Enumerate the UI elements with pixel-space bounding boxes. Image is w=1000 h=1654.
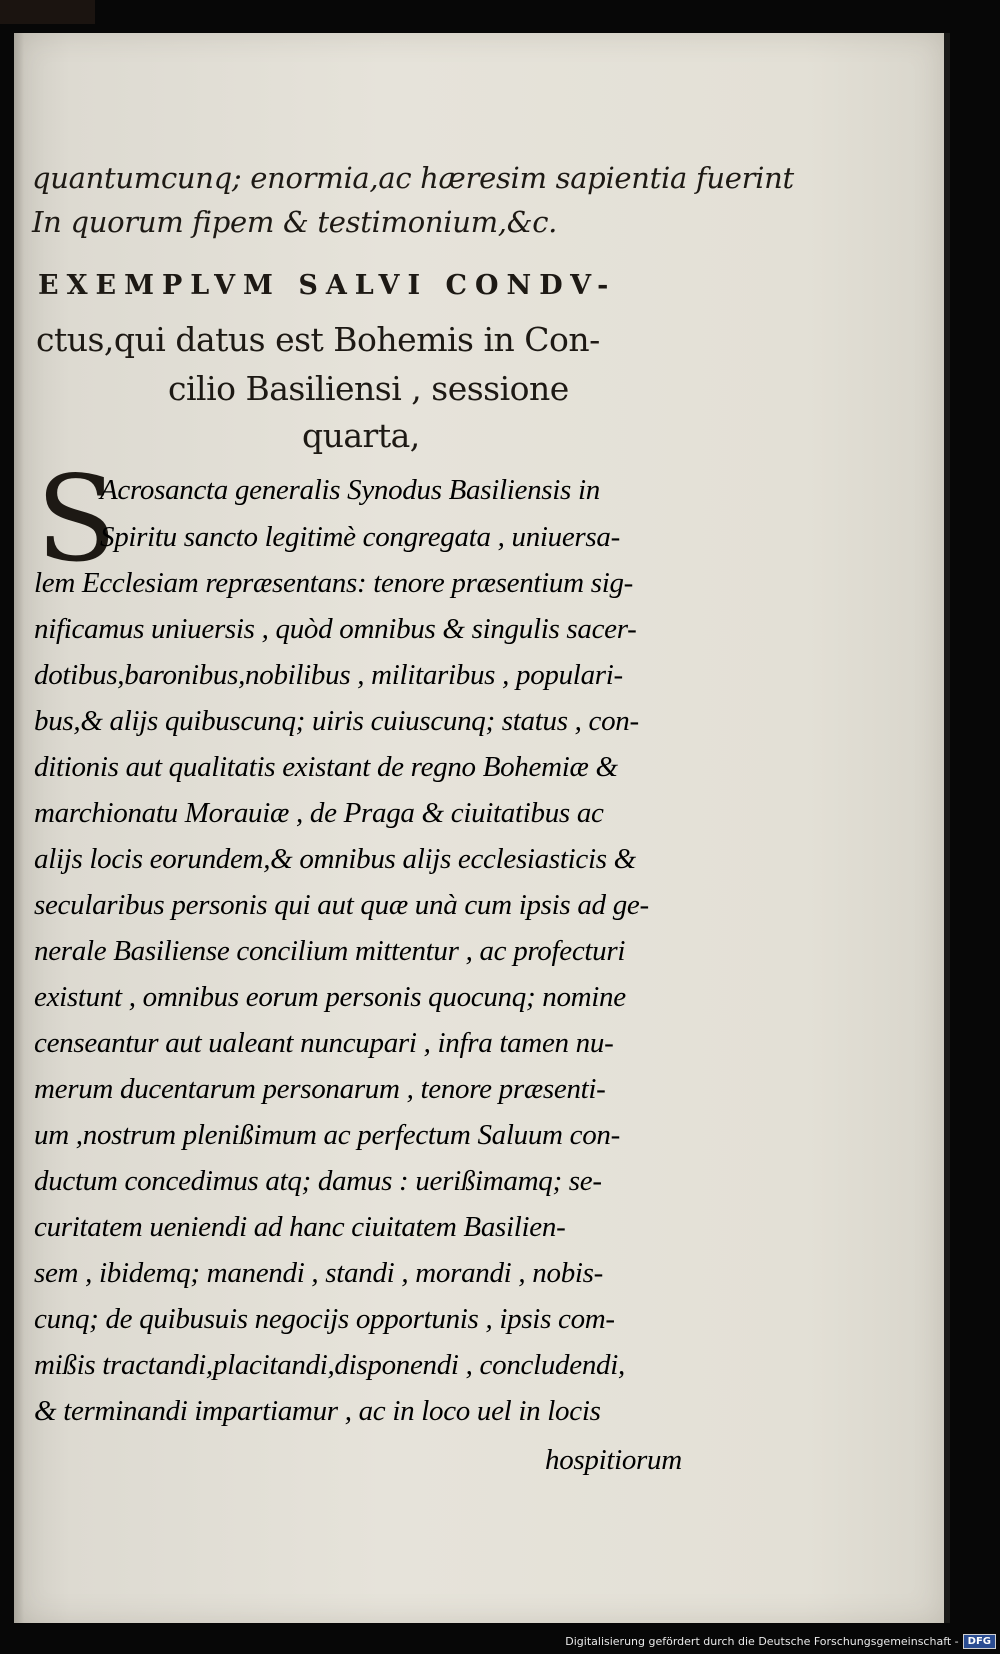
body-line-21: & terminandi impartiamur , ac in loco uel in locis [34, 1395, 601, 1427]
body-line-6: bus,& alijs quibuscunq; uiris cuiuscunq; status , con- [34, 705, 639, 737]
body-line-1: Acrosancta generalis Synodus Basiliensis in [100, 474, 600, 506]
body-line-17: curitatem ueniendi ad hanc ciuitatem Basilien- [34, 1211, 566, 1243]
digitization-credit [565, 1632, 996, 1650]
body-line-7: ditionis aut qualitatis existant de regno Bohemiæ & [34, 751, 618, 783]
body-line-20: mißis tractandi,placitandi,disponendi , concludendi, [34, 1349, 625, 1381]
dfg-logo-icon: DFG [963, 1634, 996, 1649]
drop-cap: S [36, 450, 117, 588]
catchword: hospitiorum [545, 1444, 682, 1476]
body-line-18: sem , ibidemq; manendi , standi , morandi , nobis- [34, 1257, 603, 1289]
body-line-4: nificamus uniuersis , quòd omnibus & singulis sacer- [34, 613, 637, 645]
heading-line-2: ctus,qui datus est Bohemis in Con- [36, 320, 600, 359]
body-line-14: merum ducentarum personarum , tenore præsenti- [34, 1073, 606, 1105]
heading-line-4: quarta, [302, 416, 420, 455]
body-line-11: nerale Basiliense concilium mittentur , ac profecturi [34, 935, 626, 967]
body-line-15: um ,nostrum plenißimum ac perfectum Saluum con- [34, 1119, 620, 1151]
binding-edge [0, 0, 95, 24]
credit-text: Digitalisierung gefördert durch die Deutsche Forschungsgemeinschaft - [565, 1634, 959, 1648]
body-line-9: alijs locis eorundem,& omnibus alijs ecclesiasticis & [34, 843, 636, 875]
closing-line-2: In quorum fipem & testimonium,&c. [32, 205, 558, 239]
body-line-3: lem Ecclesiam repræsentans: tenore præsentium sig- [34, 567, 634, 599]
body-line-12: existunt , omnibus eorum personis quocunq; nomine [34, 981, 626, 1013]
page-edge [944, 33, 950, 1623]
body-line-5: dotibus,baronibus,nobilibus , militaribus , populari- [34, 659, 623, 691]
body-line-19: cunq; de quibusuis negocijs opportunis , ipsis com- [34, 1303, 615, 1335]
heading-line-3: cilio Basiliensi , sessione [168, 369, 569, 408]
body-line-16: ductum concedimus atq; damus : uerißimamq; se- [34, 1165, 602, 1197]
closing-line-1: quantumcunq; enormia,ac hæresim sapientia fuerint [32, 161, 794, 195]
heading-line-1: EXEMPLVM SALVI CONDV- [38, 270, 617, 301]
body-line-10: secularibus personis qui aut quæ unà cum ipsis ad ge- [34, 889, 649, 921]
body-line-2: Spiritu sancto legitimè congregata , uniuersa- [100, 521, 620, 553]
body-line-8: marchionatu Morauiæ , de Praga & ciuitatibus ac [34, 797, 604, 829]
body-line-13: censeantur aut ualeant nuncupari , infra tamen nu- [34, 1027, 614, 1059]
page-gutter-shadow [14, 33, 24, 1623]
